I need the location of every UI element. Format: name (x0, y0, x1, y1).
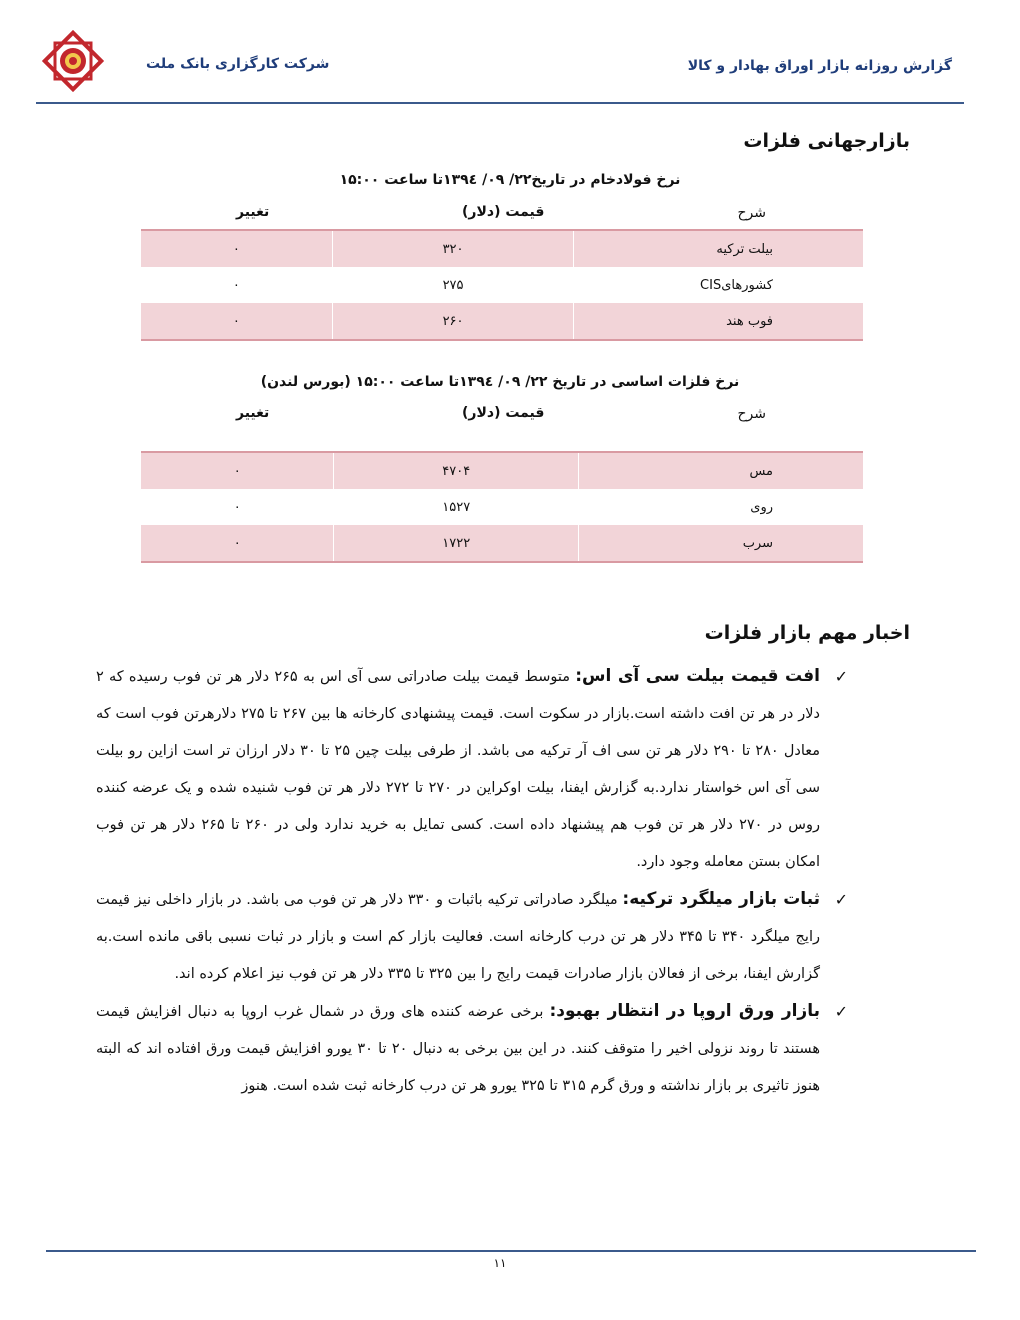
report-title: گزارش روزانه بازار اوراق بهادار و کالا (687, 58, 952, 74)
steel-table-title: نرخ فولادخام در تاریخ۲۲/ ۰۹/ ۱۳۹٤تا ساعت ۱۵:۰۰ (339, 172, 681, 188)
change-cell: ۰ (141, 230, 332, 267)
base-metals-table-title: نرخ فلزات اساسی در تاریخ ۲۲/ ۰۹/ ۱۳۹٤تا ساعت ۱۵:۰۰ (بورس لندن) (260, 374, 740, 390)
company-name: شرکت کارگزاری بانک ملت (146, 56, 330, 72)
desc-cell: فوب هند (574, 303, 863, 340)
steel-col-change: تغییر (236, 204, 270, 220)
desc-cell: سرب (579, 525, 863, 562)
base-col-change: تغییر (236, 405, 270, 421)
steel-price-table (141, 229, 863, 341)
base-col-price: قیمت (دلار) (462, 405, 545, 421)
base-metals-table (141, 451, 863, 563)
news-headline: ثبات بازار میلگرد ترکیه: (622, 889, 820, 909)
news-body: برخی عرضه کننده های ورق در شمال غرب اروپا به دنبال افزایش قیمت هستند تا روند نزولی اخیر را متوقف کنند. در این بین برخی به دنبال ۲۰ تا ۳۰ یورو افزایش قیمت ورق افتاده اند که البته هنوز تاثیری بر بازار نداشته و ورق گرم ۳۱۵ تا ۳۲۵ یورو هر تن درب کارخانه ثبت شده است. هنوز (96, 1004, 821, 1094)
change-cell: ۰ (233, 499, 241, 515)
price-cell: ۳۲۰ (332, 230, 574, 267)
price-cell: ۱۷۲۲ (334, 525, 579, 562)
section-title-metals-news: اخبار مهم بازار فلزات (704, 622, 910, 644)
steel-col-price: قیمت (دلار) (462, 204, 545, 220)
table-row (141, 267, 863, 303)
check-icon: ✓ (834, 667, 848, 686)
change-cell: ۰ (232, 277, 240, 293)
price-cell: ۲۶۰ (332, 303, 574, 340)
header-divider (36, 102, 964, 104)
check-icon: ✓ (834, 1002, 848, 1021)
price-cell: ۱۵۲۷ (334, 489, 579, 525)
change-cell: ۰ (141, 303, 332, 340)
check-icon: ✓ (834, 890, 848, 909)
footer-divider (46, 1250, 976, 1252)
company-logo (42, 30, 104, 92)
table-row (141, 303, 863, 340)
desc-cell: روی (750, 499, 773, 515)
price-cell: ۴۷۰۴ (334, 452, 579, 489)
section-title-global-metals: بازارجهانی فلزات (743, 130, 910, 152)
table-row (141, 452, 863, 489)
table-row (141, 489, 863, 525)
news-headline: افت قیمت بیلت سی آی اس: (575, 666, 820, 686)
desc-cell: بیلت ترکیه (574, 230, 863, 267)
table-row (141, 230, 863, 267)
page-number: ۱۱ (493, 1256, 507, 1270)
base-col-desc: شرح (737, 406, 766, 422)
price-cell: ۲۷۵ (332, 267, 574, 303)
steel-col-desc: شرح (737, 205, 766, 221)
news-item (96, 658, 848, 881)
news-item (96, 993, 848, 1105)
news-body: میلگرد صادراتی ترکیه باثبات و ۳۳۰ دلار هر تن فوب می باشد. در بازار داخلی نیز قیمت رایج میلگرد ۳۴۰ تا ۳۴۵ دلار هر تن درب کارخانه است. فعالیت بازار کم است و بازار در ثبات نسبی باقی مانده است.به گزارش ایفنا، برخی از فعالان بازار صادرات قیمت رایج را بین ۳۲۵ تا ۳۳۵ دلار هر تن فوب نیز اعلام کرده اند. (96, 892, 820, 982)
desc-cell: کشورهایCIS (700, 277, 773, 293)
change-cell: ۰ (141, 525, 334, 562)
desc-cell: مس (579, 452, 863, 489)
change-cell: ۰ (141, 452, 334, 489)
news-headline: بازار ورق اروپا در انتظار بهبود: (549, 1001, 820, 1021)
table-row (141, 525, 863, 562)
news-item (96, 881, 848, 993)
news-body: متوسط قیمت بیلت صادراتی سی آی اس به ۲۶۵ دلار هر تن فوب رسیده که ۲ دلار در هر تن افت داشته است.بازار در سکوت است. قیمت پیشنهادی کارخانه ها بین ۲۶۷ تا ۲۷۵ دلارهرتن فوب است که معادل ۲۸۰ تا ۲۹۰ دلار هر تن سی اف آر ترکیه می باشد. از طرفی بیلت چین ۲۵ تا ۳۰ دلار ارزان تر است ازاین رو بیلت سی آی اس خواستار ندارد.به گزارش ایفنا، بیلت اوکراین در ۲۷۰ تا ۲۷۲ دلار هر تن فوب شنیده شده و یک عرضه کننده روس در ۲۷۰ دلار هر تن فوب هم پیشنهاد داده است. کسی تمایل به خرید ندارد ولی در ۲۶۰ تا ۲۶۵ دلار هر تن فوب امکان بستن معامله وجود دارد. (96, 669, 821, 870)
news-list (96, 658, 848, 1105)
